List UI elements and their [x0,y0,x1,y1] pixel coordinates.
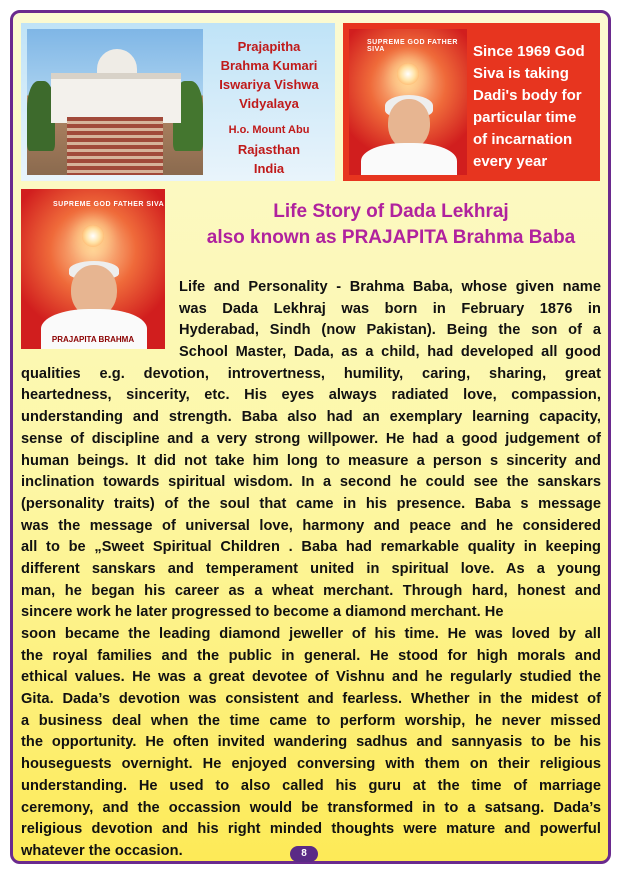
story-line: different sanskars and temperament united in spiritual love. As a young [21,560,601,577]
headquarters-photo [27,29,203,175]
story-line: Hyderabad, Sindh (now Pakistan). Being the son of a [179,322,601,339]
story-line: School Master, Dada, as a child, had developed all good [179,344,601,361]
story-line: understanding and strength. Baba also had an exemplary learning capacity, [21,409,601,426]
portrait-arc-text: SUPREME GOD FATHER SIVA [367,39,458,53]
page-number: 8 [290,846,318,862]
story-line: understanding. He used to also called his guru at the time of marriage [21,777,601,794]
light-point-icon [82,225,104,247]
story-line: Life and Personality - Brahma Baba, whose given name [179,279,601,295]
story-line: ethical values. He was a great devotee of Vishnu and he regularly studied the [21,669,601,686]
story-line: (personality traits) of the soul that came in his presence. Baba s message [21,495,601,512]
page-title: Life Story of Dada Lekhraj also known as PRAJAPITA Brahma Baba [206,201,576,248]
story-line: sincere work he later progressed to become a diamond merchant. He [21,604,504,621]
story-line: Gita. Dada’s devotion was consistent and fearless. Whether in the midest of [21,691,601,708]
life-story-text [21,277,601,863]
story-line: ceremony, and the occassion would be transformed in to a satsang. Dada’s [21,799,601,816]
ho-label: H.o. Mount Abu [228,124,310,136]
story-line: the royal families and the public in general. He stood for high morals and [21,647,601,664]
story-line: soon became the leading diamond jeweller of his time. He was loved by all [21,626,601,642]
story-line: a business deal when the time came to perform worship, he never missed [21,712,601,729]
story-line: houseguests overnight. He enjoyed conversing with them on their religious [21,756,601,773]
headquarters-panel [21,23,335,181]
page-frame [10,10,611,864]
dadi-portrait [349,29,467,175]
portrait-caption: PRAJAPITA BRAHMA [51,335,135,344]
story-line: inclination towards spiritual wisdom. In a second he could see the sanskars [21,474,601,491]
since-1969-text: Since 1969 God Siva is taking Dadi's body for particular time of incarnation every year [473,43,585,170]
story-line: man, he began his career as a wheat merchant. Through hard, honest and [21,582,601,599]
story-line: human beings. It did not take him long to measure a person s sincerity and [21,452,601,469]
story-line: was Dada Lekhraj was born in February 1876 in [179,300,601,317]
story-line: all to be „Sweet Spiritual Children . Baba had remarkable quality in keeping [21,539,601,556]
portrait-arc-text: SUPREME GOD FATHER SIVA [53,201,165,208]
light-point-icon [397,63,419,85]
story-line: heartedness, sincerity, etc. His eyes always radiated love, compassion, [21,387,601,404]
story-line: religious devotion and his right minded thoughts were mature and powerful [21,821,601,838]
story-line: was the message of universal love, harmony and peace and he considered [21,517,601,534]
story-line: the opportunity. He often invited wandering sadhus and sannyasis to be his [21,734,601,751]
story-line: qualities e.g. devotion, introvertness, humility, caring, sharing, great [21,365,601,382]
story-line: whatever the occasion. [21,842,183,859]
story-line: sense of discipline and a very strong willpower. He had a good judgement of [21,430,601,447]
dadi-panel [343,23,600,181]
org-name: Prajapitha Brahma Kumari Iswariya Vishwa Vidyalaya H.o. Mount Abu Rajasthan India [207,37,331,178]
